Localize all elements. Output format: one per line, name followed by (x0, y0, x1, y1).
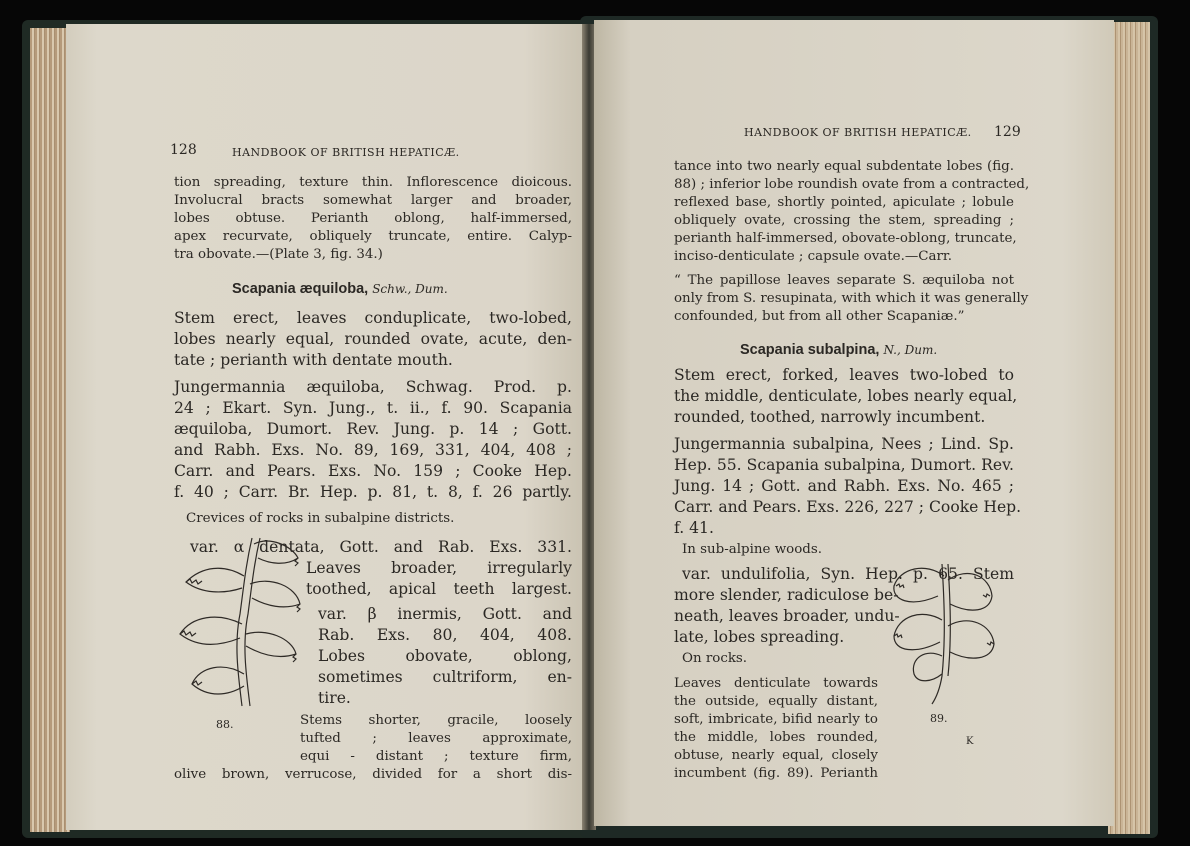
text-line: Jungermannia æquiloba, Schwag. Prod. p. (174, 378, 572, 396)
text-line: 24 ; Ekart. Syn. Jung., t. ii., f. 90. Scapania (174, 399, 572, 417)
text-line: Stem erect, forked, leaves two-lobed to (674, 366, 1014, 384)
text-line: æquiloba, Dumort. Rev. Jung. p. 14 ; Gott. (174, 420, 572, 438)
text-line: more slender, radiculose be- (674, 586, 899, 604)
continuation-line (174, 766, 572, 784)
text-line: neath, leaves broader, undu- (674, 607, 900, 625)
text-line: sometimes cultriform, en- (318, 668, 572, 686)
text-line: confounded, but from all other Scapaniæ.” (674, 309, 965, 324)
species-title: Scapania æquiloba, (232, 281, 369, 297)
species-title: Scapania subalpina, (740, 342, 880, 358)
synonymy-paragraph (674, 434, 1022, 539)
habitat: In sub-alpine woods. (682, 542, 822, 557)
text-line: Leaves denticulate towards (674, 676, 878, 691)
text-line: olive brown, verrucose, divided for a short dis- (174, 767, 572, 782)
text-line: apex recurvate, obliquely truncate, entire. Calyp- (174, 229, 572, 244)
text-line: lobes nearly equal, rounded ovate, acute, den- (174, 330, 572, 348)
intro-paragraph (674, 158, 1030, 266)
text-line: the middle, lobes rounded, (674, 730, 878, 745)
text-line: soft, imbricate, bifid nearly to (674, 712, 878, 727)
description-paragraph (674, 365, 1018, 428)
text-line: tance into two nearly equal subdentate lobes (fig. (674, 159, 1014, 174)
species-authority: N., Dum. (883, 343, 938, 357)
text-line: toothed, apical teeth largest. (306, 580, 572, 598)
synonymy-paragraph (174, 377, 572, 503)
text-line: equi - distant ; texture firm, (300, 749, 572, 764)
stems-description (300, 712, 572, 766)
var-habitat: On rocks. (682, 651, 748, 666)
text-line: 88) ; inferior lobe roundish ovate from a contracted, (674, 177, 1030, 192)
text-line: Stem erect, leaves conduplicate, two-lobed, (174, 309, 572, 327)
page-edges-left (30, 28, 70, 832)
var-alpha-description (306, 558, 572, 600)
right-page (594, 20, 1114, 826)
figure-88-leaf-illustration (174, 524, 304, 714)
figure-89-leaf-illustration (886, 556, 998, 706)
left-page (66, 24, 586, 830)
species-authority: Schw., Dum. (372, 282, 448, 296)
text-line: tire. (318, 689, 351, 707)
leaves-description (674, 675, 878, 783)
text-line: Carr. and Pears. Exs. 226, 227 ; Cooke Hep. (674, 498, 1022, 516)
description-paragraph (174, 308, 572, 371)
text-line: tate ; perianth with dentate mouth. (174, 351, 453, 369)
text-line: tra obovate.—(Plate 3, fig. 34.) (174, 247, 383, 262)
running-head: HANDBOOK OF BRITISH HEPATICÆ. (232, 146, 460, 159)
text-line: Jung. 14 ; Gott. and Rabh. Exs. No. 465 ; (674, 477, 1014, 495)
species-heading (740, 342, 937, 358)
text-line: reflexed base, shortly pointed, apiculate ; lobule (674, 195, 1014, 210)
text-line: and Rabh. Exs. No. 89, 169, 331, 404, 408 ; (174, 441, 572, 459)
text-line: Leaves broader, irregularly (306, 559, 572, 577)
text-line: perianth half-immersed, obovate-oblong, truncate, (674, 231, 1017, 246)
text-line: “ The papillose leaves separate S. æquiloba not (674, 273, 1014, 288)
var-description (674, 585, 900, 648)
text-line: the outside, equally distant, (674, 694, 878, 709)
text-line: var. β inermis, Gott. and (318, 605, 572, 623)
species-heading (232, 281, 448, 297)
text-line: Carr. and Pears. Exs. No. 159 ; Cooke Hep. (174, 462, 572, 480)
text-line: obtuse, nearly equal, closely (674, 748, 878, 763)
text-line: tion spreading, texture thin. Inflorescence dioicous. (174, 175, 572, 190)
running-head: HANDBOOK OF BRITISH HEPATICÆ. (744, 126, 972, 139)
text-line: lobes obtuse. Perianth oblong, half-immersed, (174, 211, 572, 226)
habitat: Crevices of rocks in subalpine districts. (186, 511, 455, 526)
page-number: 128 (170, 142, 197, 158)
var-beta-description (318, 604, 572, 709)
text-line: Stems shorter, gracile, loosely (300, 713, 572, 728)
text-line: inciso-denticulate ; capsule ovate.—Carr. (674, 249, 953, 264)
text-line: the middle, denticulate, lobes nearly equal, (674, 387, 1018, 405)
text-line: rounded, toothed, narrowly incumbent. (674, 408, 986, 426)
text-line: only from S. resupinata, with which it was generally (674, 291, 1029, 306)
text-line: f. 40 ; Carr. Br. Hep. p. 81, t. 8, f. 26 partly. (174, 483, 572, 501)
text-line: var. undulifolia, Syn. Hep. p. 65. Stem (682, 565, 1014, 583)
text-line: f. 41. (674, 519, 714, 537)
quote-paragraph (674, 272, 1029, 326)
text-line: Rab. Exs. 80, 404, 408. (318, 626, 572, 644)
text-line: Jungermannia subalpina, Nees ; Lind. Sp. (674, 435, 1014, 453)
text-line: late, lobes spreading. (674, 628, 845, 646)
page-edges-right (1108, 22, 1150, 834)
text-line: Lobes obovate, oblong, (318, 647, 572, 665)
text-line: incumbent (fig. 89). Perianth (674, 766, 878, 781)
text-line: Hep. 55. Scapania subalpina, Dumort. Rev. (674, 456, 1014, 474)
figure-88-label: 88. (216, 718, 234, 731)
text-line: obliquely ovate, crossing the stem, spreading ; (674, 213, 1014, 228)
figure-89-label: 89. (930, 712, 948, 725)
text-line: Involucral bracts somewhat larger and broader, (174, 193, 572, 208)
page-number: 129 (994, 124, 1021, 140)
intro-paragraph (174, 174, 572, 264)
text-line: var. α dentata, Gott. and Rab. Exs. 331. (190, 538, 572, 556)
text-line: tufted ; leaves approximate, (300, 731, 572, 746)
signature-mark: K (966, 736, 974, 747)
